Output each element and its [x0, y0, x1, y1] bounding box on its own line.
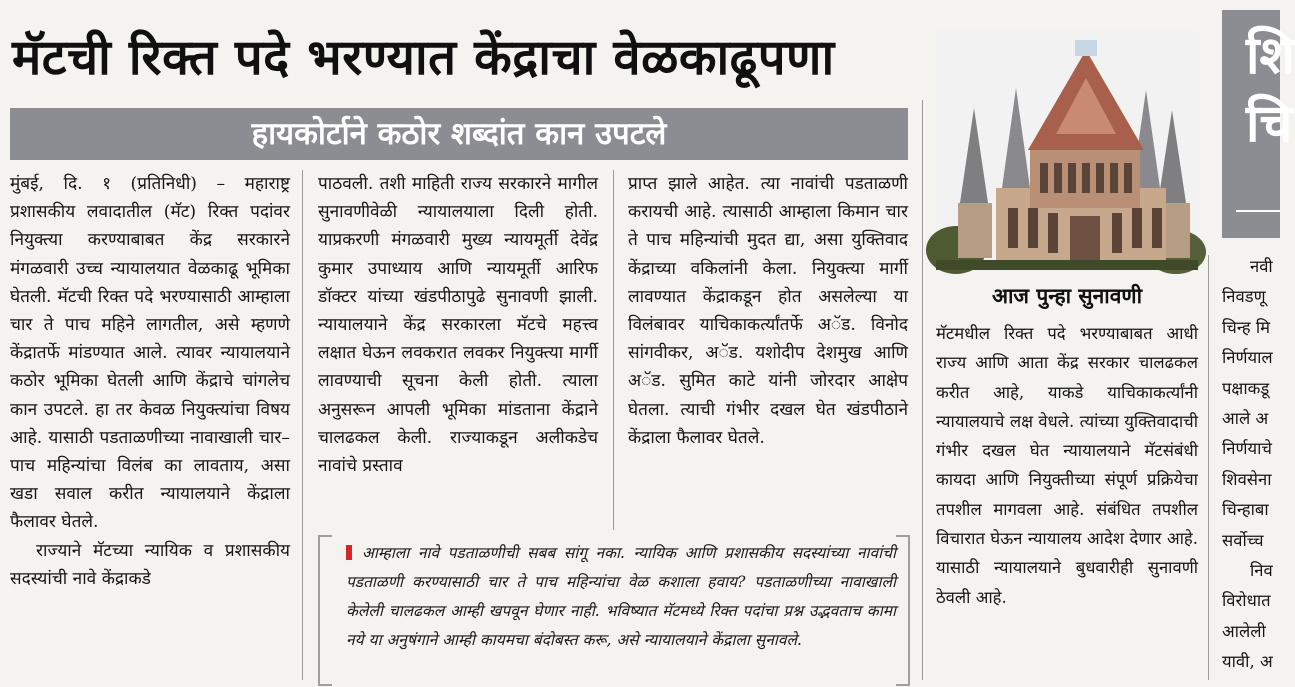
article-column-2: [318, 170, 598, 480]
article-paragraph: मुंबई, दि. १ (प्रतिनिधी) – महाराष्ट्र प्रशासकीय लवादातील (मॅट) रिक्त पदांवर नियुक्त्या करण्याबाबत केंद्र सरकारने मंगळवारी उच्च न्यायालयात वेळकाढू भूमिका घेतली. मॅटची रिक्त पदे भरण्यासाठी आम्हाला चार ते पाच महिने लागतील, असे म्हणणे केंद्रातर्फे मांडण्यात आले. त्यावर न्यायालयाने कठोर भूमिका घेतली आणि केंद्राचे चांगलेच कान उपटले. हा तर केवळ नियुक्त्यांचा विषय आहे. यासाठी पडताळणीच्या नावाखाली चार–पाच महिन्यांचा विलंब का लावताय, असा खडा सवाल करीत न्यायालयाने केंद्राला फैलावर घेतले.: [10, 174, 290, 533]
sidebar-heading: आज पुन्हा सुनावणी: [991, 283, 1143, 308]
column-divider: [1208, 255, 1209, 680]
quote-marker-icon: [346, 545, 352, 560]
adjacent-box-rule: [1236, 210, 1280, 212]
article-paragraph: राज्याने मॅटच्या न्यायिक व प्रशासकीय सदस्यांची नावे केंद्राकडे: [10, 540, 290, 589]
adjacent-line: नवी: [1250, 257, 1273, 276]
column-divider: [613, 170, 614, 530]
adjacent-line: विरोधात: [1222, 591, 1271, 611]
pull-quote-text: आम्हाला नावे पडताळणीची सबब सांगू नका. न्यायिक आणि प्रशासकीय सदस्यांच्या नावांची पडताळणी करण्यासाठी चार ते पाच महिन्यांचा वेळ कशाला हवाय? पडताळणीच्या नावाखाली केलेली चालढकल आम्ही खपवून घेणार नाही. भविष्यात मॅटमध्ये रिक्त पदांचा प्रश्न उद्भवताच कामा नये या अनुषंगाने आम्ही कायमचा बंदोबस्त करू, असे न्यायालयाने केंद्राला सुनावले.: [346, 544, 896, 649]
pull-quote-text-block: [346, 539, 896, 655]
quote-bracket-right: [896, 535, 910, 686]
article-paragraph: पाठवली. तशी माहिती राज्य सरकारने मागील सुनावणीवेळी न्यायालयाला दिली होती. याप्रकरणी मंगळवारी मुख्य न्यायमूर्ती देवेंद्र कुमार उपाध्याय आणि न्यायमूर्ती आरिफ डॉक्टर यांच्या खंडपीठापुढे सुनावणी झाली. न्यायालयाने केंद्र सरकारला मॅटचे महत्त्व लक्षात घेऊन लवकरात लवकर नियुक्त्या मार्गी लावण्याची सूचना केली होती. त्याला अनुसरून आपली भूमिका मांडताना केंद्राने चालढकल केली. राज्याकडून अलीकडेच नावांचे प्रस्ताव: [318, 174, 598, 477]
headline: मॅटची रिक्त पदे भरण्यात केंद्राचा वेळकाढूपणा: [12, 29, 835, 86]
article-paragraph: प्राप्त झाले आहेत. त्या नावांची पडताळणी करायची आहे. त्यासाठी आम्हाला किमान चार ते पाच महिन्यांची मुदत द्या, असा युक्तिवाद केंद्राच्या वकिलांनी केला. नियुक्त्या मार्गी लावण्यात केंद्राकडून होत असलेल्या या विलंबावर याचिकाकर्त्यांतर्फे अॅड. विनोद सांगवीकर, अॅड. यशोदीप देशमुख आणि अॅड. सुमित काटे यांनी जोरदार आक्षेप घेतला. त्याची गंभीर दखल घेत खंडपीठाने केंद्राला फैलावर घेतले.: [628, 174, 908, 448]
adjacent-line: चिन्हाबा: [1222, 500, 1269, 520]
adjacent-line: शिवसेना: [1222, 469, 1272, 489]
high-court-photo: [936, 28, 1198, 270]
adjacent-line: चिन्ह मि: [1222, 317, 1271, 337]
adjacent-line: निवडणू: [1222, 287, 1266, 307]
adjacent-line: आले अ: [1222, 409, 1269, 429]
adjacent-line: यावी, अ: [1222, 652, 1273, 672]
quote-bracket-left: [318, 535, 332, 686]
adjacent-line: निर्णयाल: [1222, 348, 1273, 368]
adjacent-article-text: [1222, 252, 1280, 678]
adjacent-line: पक्षाकडू: [1222, 378, 1270, 398]
adjacent-headline-line: चि: [1246, 94, 1293, 154]
sub-headline-banner: हायकोर्टाने कठोर शब्दांत कान उपटले: [10, 108, 908, 160]
adjacent-line: निव: [1250, 561, 1273, 581]
adjacent-line: सर्वोच्च: [1222, 530, 1264, 550]
adjacent-line: आलेली: [1222, 621, 1266, 641]
article-column-3: [628, 170, 908, 452]
adjacent-headline-box: [1222, 10, 1295, 238]
column-divider: [302, 170, 303, 680]
article-column-1: [10, 170, 290, 593]
adjacent-headline-line: शि: [1246, 26, 1295, 86]
adjacent-line: निर्णयाचे: [1222, 439, 1272, 459]
sidebar-text: मॅटमधील रिक्त पदे भरण्याबाबत आधी राज्य आणि आता केंद्र सरकार चालढकल करीत आहे, याकडे याचिकाकर्त्यांनी न्यायालयाचे लक्ष वेधले. त्यांच्या युक्तिवादाची गंभीर दखल घेत न्यायालयाने मॅटसंबंधी कायदा आणि नियुक्तीच्या संपूर्ण प्रक्रियेचा तपशील मागवला आहे. संबंधित तपशील विचारात घेऊन न्यायालय आदेश देणार आहे. यासाठी न्यायालयाने बुधवारीही सुनावणी ठेवली आहे.: [936, 324, 1198, 607]
column-divider: [922, 100, 923, 680]
pull-quote: [318, 535, 910, 687]
